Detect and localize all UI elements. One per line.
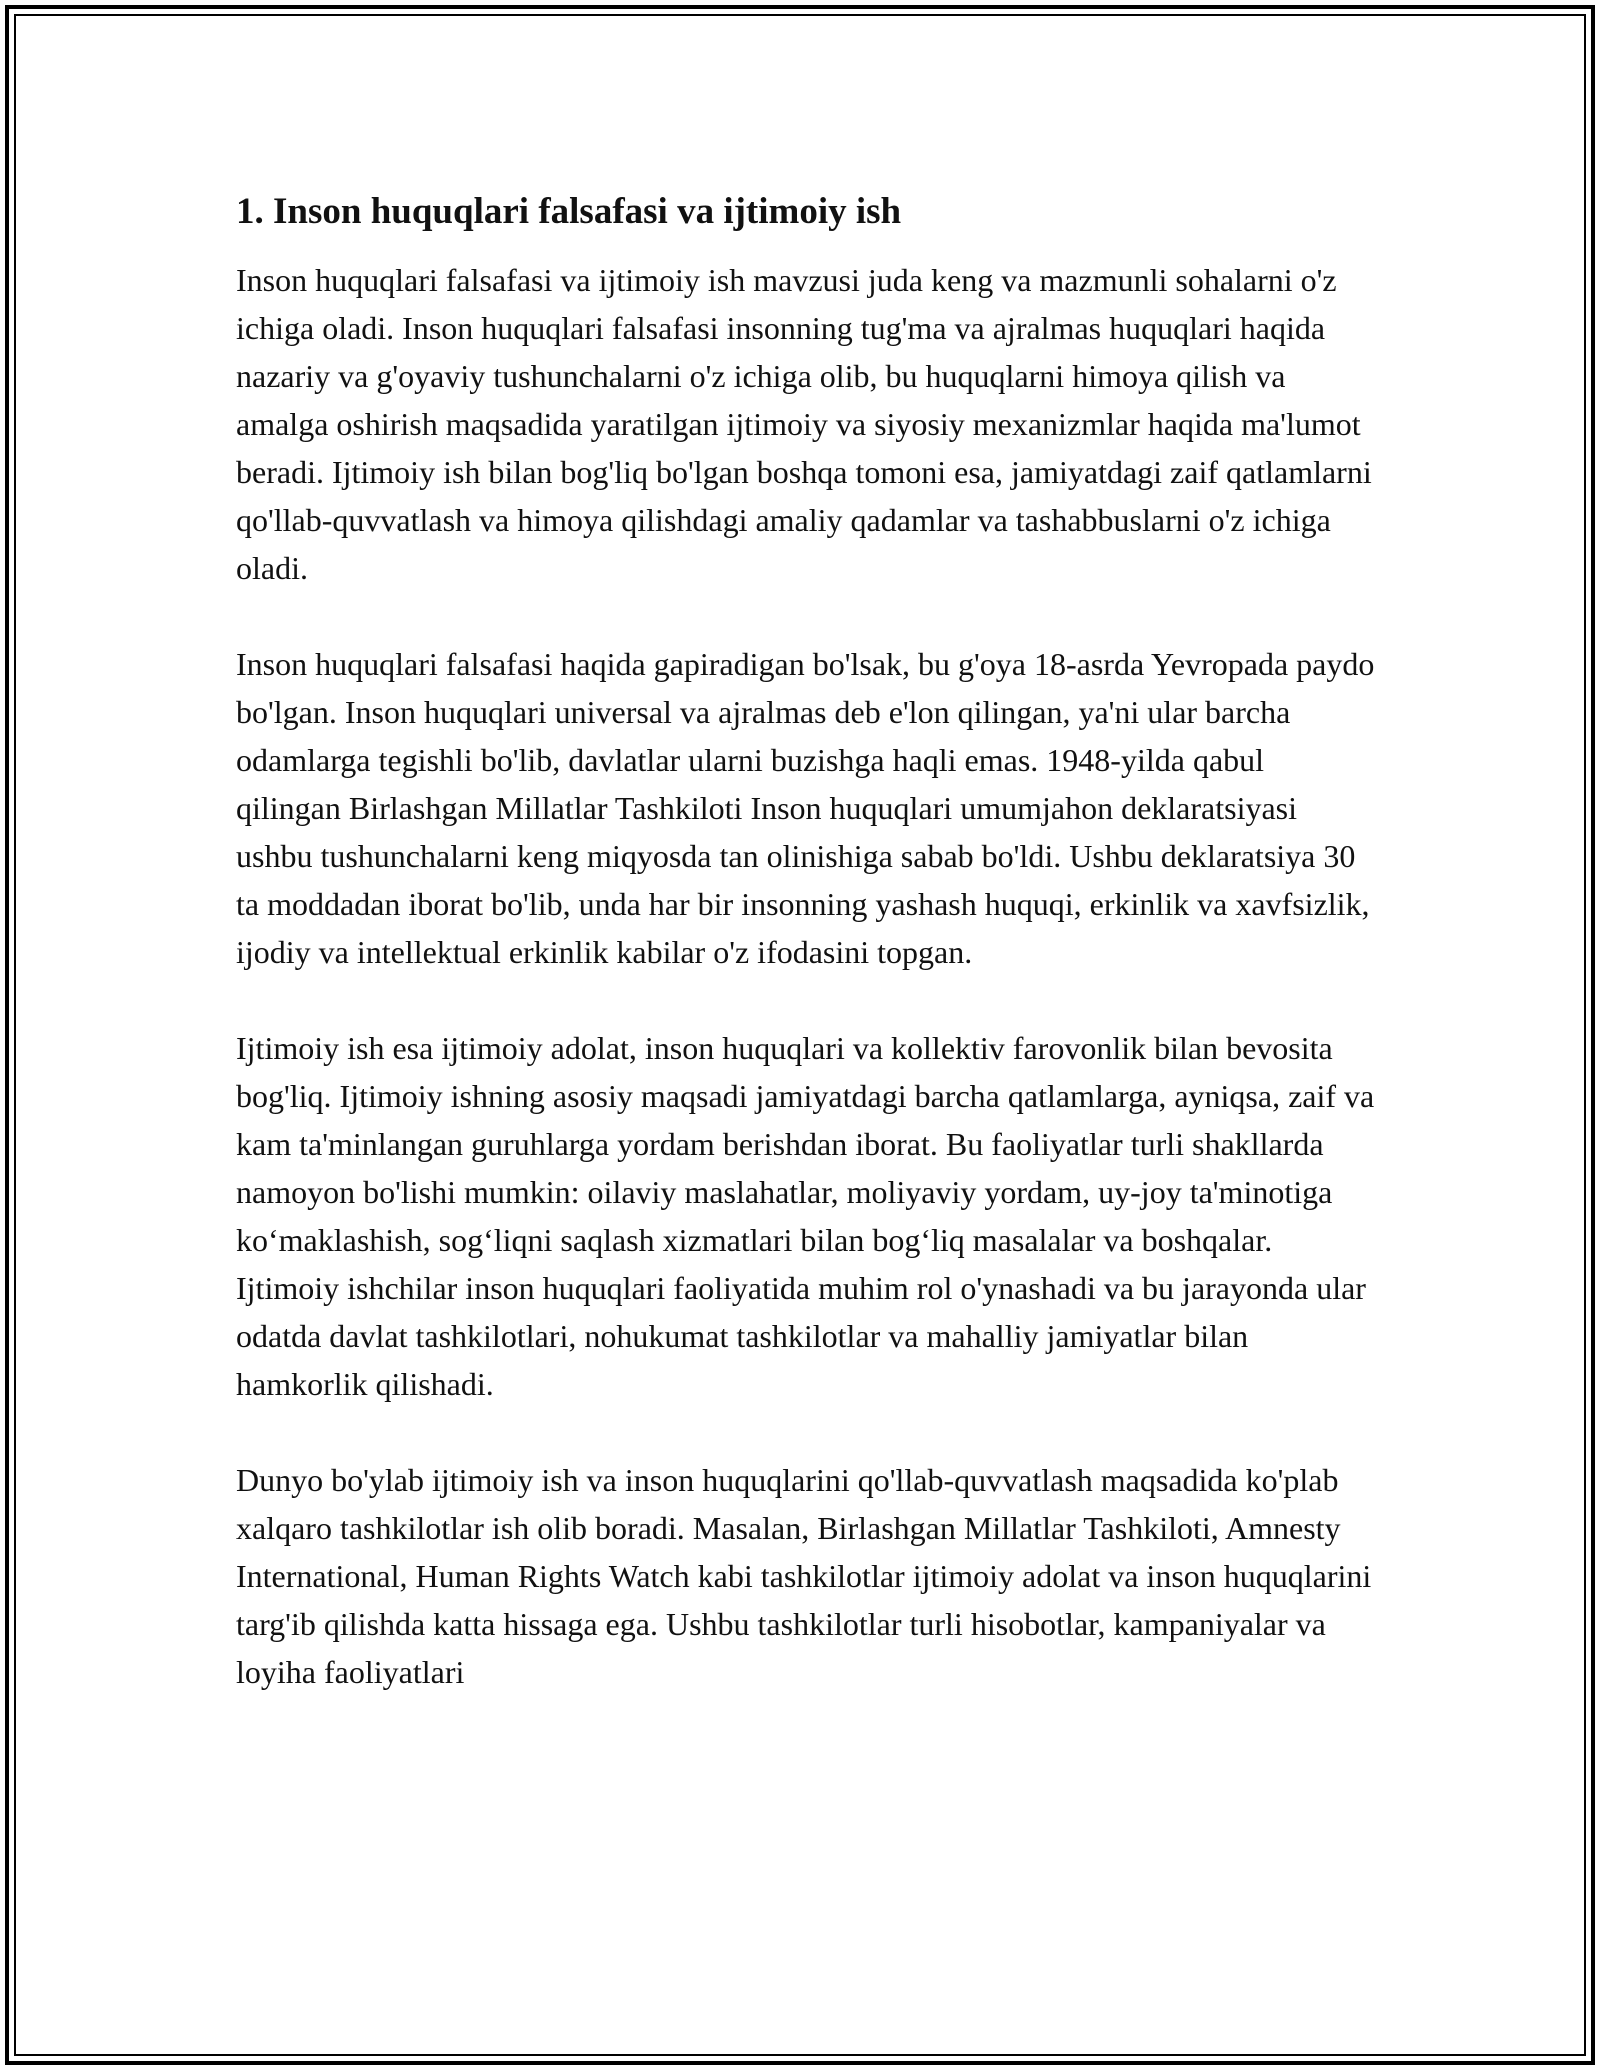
paragraph-2: Inson huquqlari falsafasi haqida gapiradigan bo'lsak, bu g'oya 18-asrda Yevropada paydo bo'lgan. Inson huquqlari universal va ajralmas deb e'lon qilingan, ya'ni ular barcha odamlarga tegishli bo'lib, davlatlar ularni buzishga haqli emas. 1948-yilda qabul qilingan Birlashgan Millatlar Tashkiloti Inson huquqlari umumjahon deklaratsiyasi ushbu tushunchalarni keng miqyosda tan olinishiga sabab bo'ldi. Ushbu deklaratsiya 30 ta moddadan iborat bo'lib, unda har bir insonning yashash huquqi, erkinlik va xavfsizlik, ijodiy va intellektual erkinlik kabilar o'z ifodasini topgan.: [236, 646, 1375, 970]
paragraph-1: Inson huquqlari falsafasi va ijtimoiy ish mavzusi juda keng va mazmunli sohalarni o'z ichiga oladi. Inson huquqlari falsafasi insonning tug'ma va ajralmas huquqlari haqida nazariy va g'oyaviy tushunchalarni o'z ichiga olib, bu huquqlarni himoya qilish va amalga oshirish maqsadida yaratilgan ijtimoiy va siyosiy mexanizmlar haqida ma'lumot beradi. Ijtimoiy ish bilan bog'liq bo'lgan boshqa tomoni esa, jamiyatdagi zaif qatlamlarni qo'llab-quvvatlash va himoya qilishdagi amaliy qadamlar va tashabbuslarni o'z ichiga oladi.: [236, 262, 1372, 586]
paragraph-3: Ijtimoiy ish esa ijtimoiy adolat, inson huquqlari va kollektiv farovonlik bilan bevosita bog'liq. Ijtimoiy ishning asosiy maqsadi jamiyatdagi barcha qatlamlarga, ayniqsa, zaif va kam ta'minlangan guruhlarga yordam berishdan iborat. Bu faoliyatlar turli shakllarda namoyon bo'lishi mumkin: oilaviy maslahatlar, moliyaviy yordam, uy-joy ta'minotiga ko‘maklashish, sog‘liqni saqlash xizmatlari bilan bog‘liq masalalar va boshqalar. Ijtimoiy ishchilar inson huquqlari faoliyatida muhim rol o'ynashadi va bu jarayonda ular odatda davlat tashkilotlari, nohukumat tashkilotlar va mahalliy jamiyatlar bilan hamkorlik qilishadi.: [236, 1030, 1375, 1402]
paragraph-4: Dunyo bo'ylab ijtimoiy ish va inson huquqlarini qo'llab-quvvatlash maqsadida ko'plab xalqaro tashkilotlar ish olib boradi. Masalan, Birlashgan Millatlar Tashkiloti, Amnesty International, Human Rights Watch kabi tashkilotlar ijtimoiy adolat va inson huquqlarini targ'ib qilishda katta hissaga ega. Ushbu tashkilotlar turli hisobotlar, kampaniyalar va loyiha faoliyatlari: [236, 1462, 1372, 1690]
section-heading: 1. Inson huquqlari falsafasi va ijtimoiy ish: [236, 191, 902, 232]
document-body: [236, 188, 1376, 1744]
